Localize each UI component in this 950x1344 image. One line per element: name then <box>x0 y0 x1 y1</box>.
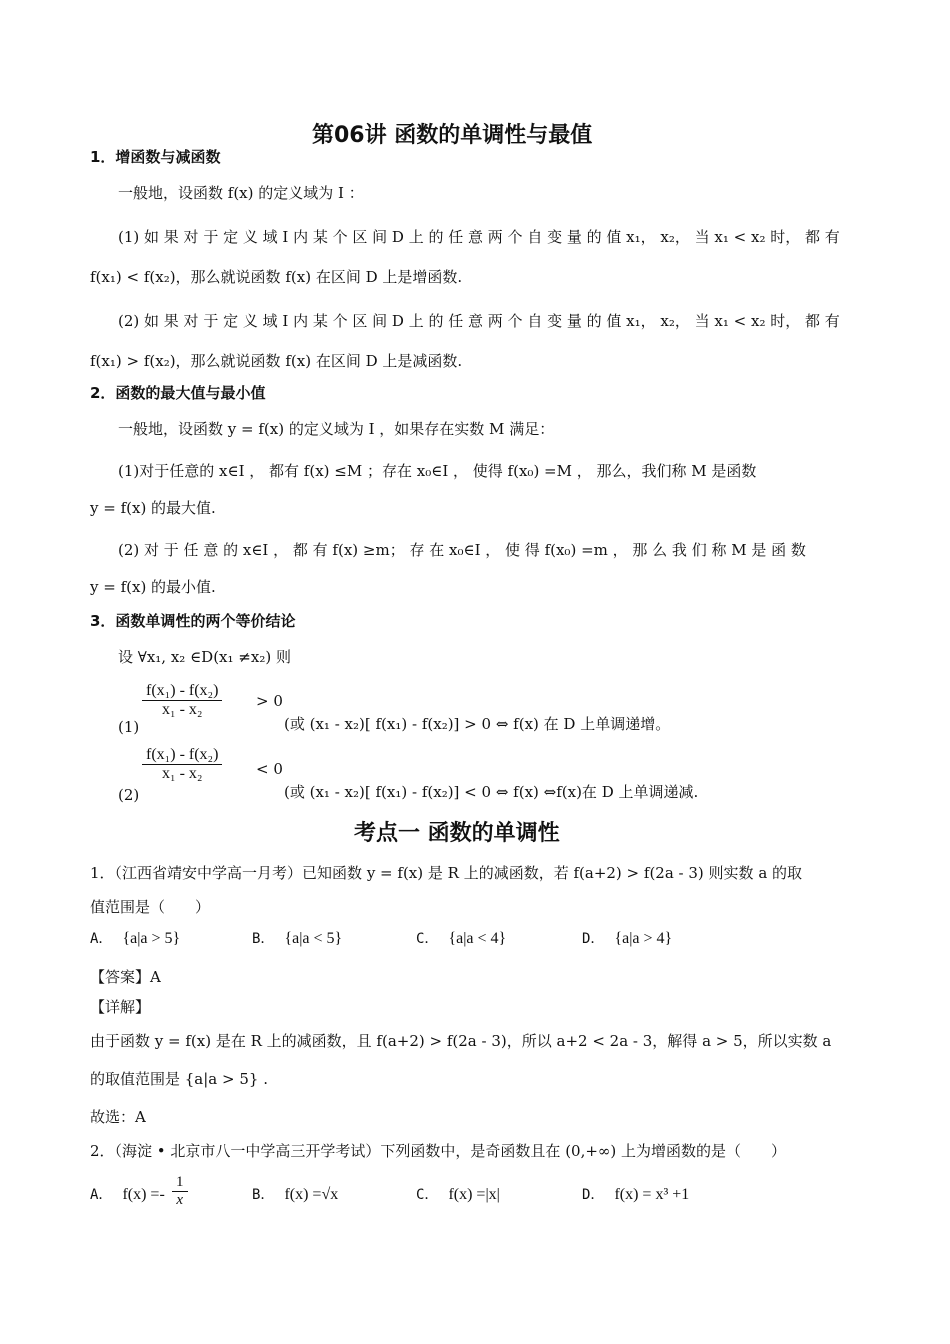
section-2-item-2-line-2: y = f(x) 的最小值. <box>90 578 216 596</box>
detail-label: 【详解】 <box>90 998 151 1016</box>
option-text: f(x) =|x| <box>448 1186 500 1203</box>
question-2-line-1: 2．（海淀 • 北京市八一中学高三开学考试）下列函数中，是奇函数且在 (0,+∞) 上为增函数的是（ ） <box>90 1142 787 1160</box>
section-2-item-1-line-1: (1)对于任意的 x∈I ， 都有 f(x) ≤M ；存在 x₀∈I ， 使得 f(x₀) =M ， 那么，我们称 M 是函数 <box>118 462 757 480</box>
question-2-option-d <box>582 1184 689 1204</box>
answer-label: 【答案】A <box>90 968 161 986</box>
solution-line-2: 的取值范围是 {a|a > 5} . <box>90 1070 268 1088</box>
option-text: f(x) = x³ +1 <box>614 1186 690 1203</box>
option-text: {a|a > 4} <box>614 930 673 947</box>
fraction-numerator: 1 <box>172 1174 188 1192</box>
option-text: {a|a < 5} <box>284 930 343 947</box>
section-2-heading: 2．函数的最大值与最小值 <box>90 384 266 402</box>
fraction-1-relation: > 0 <box>256 692 283 710</box>
conclusion: 故选：A <box>90 1108 146 1126</box>
question-2-option-a-fraction <box>172 1174 188 1209</box>
option-label: B． <box>252 931 275 947</box>
option-text: f(x) =- <box>122 1186 165 1203</box>
option-text: {a|a > 5} <box>122 930 181 947</box>
option-label: A． <box>90 1187 113 1203</box>
option-label: C． <box>416 1187 439 1203</box>
question-1-option-c <box>416 928 506 948</box>
equivalence-2-label: (2) <box>118 786 140 804</box>
equivalence-2-text: (或 (x₁ - x₂)[ f(x₁) - f(x₂)] < 0 ⇔ f(x) ⇔f(x)在 D 上单调递减. <box>284 783 699 801</box>
equivalence-1-text: (或 (x₁ - x₂)[ f(x₁) - f(x₂)] > 0 ⇔ f(x) 在 D 上单调递增。 <box>284 715 671 733</box>
question-2-option-c <box>416 1184 500 1204</box>
section-2-intro: 一般地，设函数 y = f(x) 的定义域为 I ，如果存在实数 M 满足： <box>118 420 555 438</box>
option-label: D． <box>582 1187 605 1203</box>
fraction-1 <box>142 682 222 719</box>
question-1-line-2: 值范围是（ ） <box>90 898 211 916</box>
fraction-1-numerator: f(x₁) - f(x₂) <box>142 682 222 701</box>
option-text: f(x) =√x <box>284 1186 339 1203</box>
question-1-option-a <box>90 928 180 948</box>
section-2-item-1-line-2: y = f(x) 的最大值. <box>90 499 216 517</box>
section-1-heading: 1．增函数与减函数 <box>90 148 221 166</box>
option-label: C． <box>416 931 439 947</box>
section-3-intro: 设 ∀x₁, x₂ ∈D(x₁ ≠x₂) 则 <box>118 648 291 666</box>
solution-line-1: 由于函数 y = f(x) 是在 R 上的减函数，且 f(a+2) > f(2a - 3)，所以 a+2 < 2a - 3，解得 a > 5，所以实数 a <box>90 1032 832 1050</box>
key-point-heading: 考点一 函数的单调性 <box>354 821 560 846</box>
fraction-2-relation: < 0 <box>256 760 283 778</box>
option-label: A． <box>90 931 113 947</box>
option-label: B． <box>252 1187 275 1203</box>
fraction-2 <box>142 746 222 783</box>
option-text: {a|a < 4} <box>448 930 507 947</box>
question-1-line-1: 1．（江西省靖安中学高一月考）已知函数 y = f(x) 是 R 上的减函数，若 f(a+2) > f(2a - 3) 则实数 a 的取 <box>90 864 803 882</box>
section-1-item-2-line-1: (2) 如 果 对 于 定 义 域 I 内 某 个 区 间 D 上 的 任 意 两 个 自 变 量 的 值 x₁， x₂， 当 x₁ < x₂ 时， 都 有 <box>118 312 840 330</box>
fraction-2-denominator: x₁ - x₂ <box>161 765 203 782</box>
section-1-item-1-line-2: f(x₁) < f(x₂)，那么就说函数 f(x) 在区间 D 上是增函数. <box>90 268 463 286</box>
page-title: 第06讲 函数的单调性与最值 <box>312 123 593 148</box>
question-1-option-b <box>252 928 342 948</box>
question-2-option-a <box>90 1184 165 1204</box>
fraction-1-denominator: x₁ - x₂ <box>161 701 203 718</box>
fraction-denominator: x <box>176 1192 184 1208</box>
equivalence-1-label: (1) <box>118 718 140 736</box>
option-label: D． <box>582 931 605 947</box>
section-1-item-1-line-1: (1) 如 果 对 于 定 义 域 I 内 某 个 区 间 D 上 的 任 意 两 个 自 变 量 的 值 x₁， x₂， 当 x₁ < x₂ 时， 都 有 <box>118 228 840 246</box>
section-2-item-2-line-1: (2) 对 于 任 意 的 x∈I ， 都 有 f(x) ≥m； 存 在 x₀∈I ， 使 得 f(x₀) =m ， 那 么 我 们 称 M 是 函 数 <box>118 541 806 559</box>
section-1-item-2-line-2: f(x₁) > f(x₂)，那么就说函数 f(x) 在区间 D 上是减函数. <box>90 352 463 370</box>
fraction-2-numerator: f(x₁) - f(x₂) <box>142 746 222 765</box>
question-1-option-d <box>582 928 672 948</box>
question-2-option-b <box>252 1184 338 1204</box>
section-3-heading: 3．函数单调性的两个等价结论 <box>90 612 296 630</box>
section-1-intro: 一般地，设函数 f(x) 的定义域为 I ： <box>118 184 364 202</box>
